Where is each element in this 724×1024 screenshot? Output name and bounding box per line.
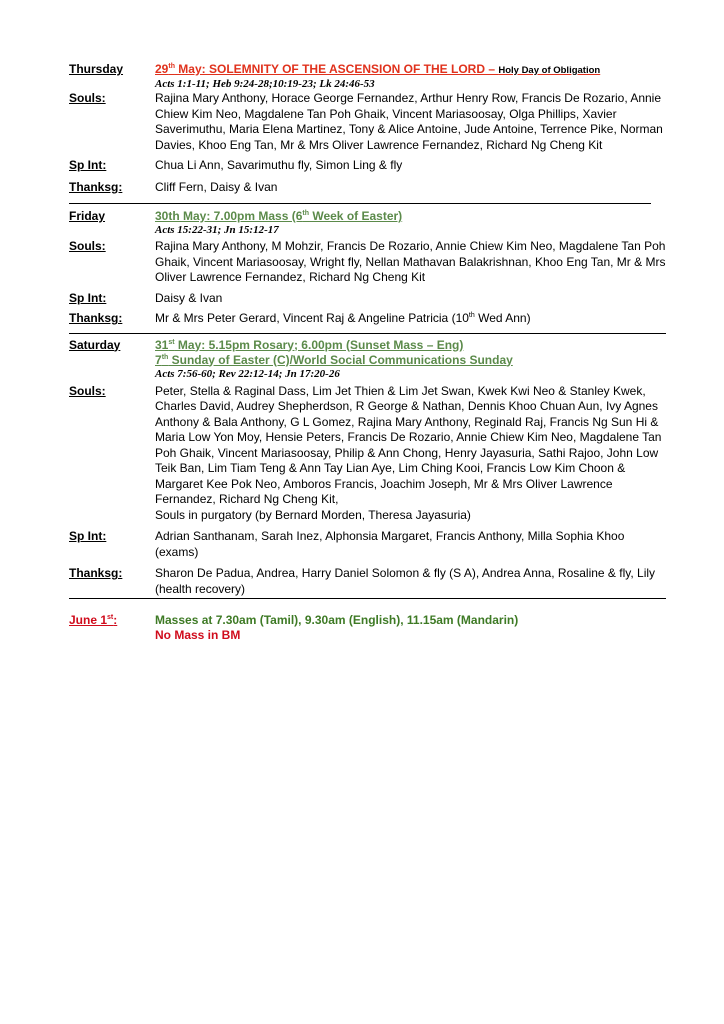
spint-label: Sp Int: <box>69 529 107 543</box>
saturday-title-2: 7th Sunday of Easter (C)/World Social Communications Sunday <box>155 352 513 367</box>
saturday-thanks: Sharon De Padua, Andrea, Harry Daniel Solomon & fly (S A), Andrea Anna, Rosaline & fly, Lily (health recovery) <box>155 566 656 596</box>
day-label-friday: Friday <box>69 209 106 223</box>
mass-schedule <box>69 62 667 643</box>
day-label-saturday: Saturday <box>69 337 121 352</box>
spint-label: Sp Int: <box>69 158 107 172</box>
sunday-section <box>69 613 667 643</box>
sunday-masses: Masses at 7.30am (Tamil), 9.30am (English), 11.15am (Mandarin) <box>155 613 519 627</box>
saturday-souls-purgatory: Souls in purgatory (by Bernard Morden, Theresa Jayasuria) <box>155 507 471 522</box>
friday-section <box>69 209 667 327</box>
thanks-label: Thanksg: <box>69 566 123 580</box>
thursday-thanks: Cliff Fern, Daisy & Ivan <box>155 179 278 194</box>
friday-title: 30th May: 7.00pm Mass (6th Week of Easter) <box>155 209 403 223</box>
friday-spint: Daisy & Ivan <box>155 290 223 305</box>
thursday-souls: Rajina Mary Anthony, Horace George Fernandez, Arthur Henry Row, Francis De Rozario, Annie Chiew Kim Neo, Magdalene Tan Poh Ghaik, Vincent Mariasoosay, Olga Phillips, Xavier Saverimuthu, Maria Elena Martinez, Tony & Alice Antoine, Jude Antoine, Terrence Pike, Norman Davies, Khoo Eng Tan, Mr & Mrs Oliver Lawrence Fernandez, Richard Ng Cheng Kit <box>155 91 663 152</box>
friday-readings: Acts 15:22-31; Jn 15:12-17 <box>155 224 279 236</box>
thursday-readings: Acts 1:1-11; Heb 9:24-28;10:19-23; Lk 24:46-53 <box>155 78 375 90</box>
friday-thanks: Mr & Mrs Peter Gerard, Vincent Raj & Angeline Patricia (10th Wed Ann) <box>155 311 531 325</box>
souls-label: Souls: <box>69 383 106 398</box>
thursday-title: 29th May: SOLEMNITY OF THE ASCENSION OF THE LORD – Holy Day of Obligation <box>155 62 601 76</box>
thursday-spint: Chua Li Ann, Savarimuthu fly, Simon Ling & fly <box>155 158 403 172</box>
sunday-note: No Mass in BM <box>155 628 241 642</box>
day-label-thursday: Thursday <box>69 62 124 76</box>
friday-souls: Rajina Mary Anthony, M Mohzir, Francis De Rozario, Annie Chiew Kim Neo, Magdalene Tan Poh Ghaik, Vincent Mariasoosay, Wright fly, Nellan Mathavan Balakrishnan, Khoo Eng Tan, Mr & Mrs Oliver Lawrence Fernandez, Richard Ng Cheng Kit <box>155 239 666 284</box>
divider <box>69 203 651 204</box>
saturday-title-1: 31st May: 5.15pm Rosary; 6.00pm (Sunset Mass – Eng) <box>155 337 464 352</box>
day-label-june1: June 1st: <box>69 613 118 627</box>
thursday-section <box>69 62 667 195</box>
souls-label: Souls: <box>69 239 106 253</box>
souls-label: Souls: <box>69 91 106 105</box>
divider <box>69 598 666 599</box>
divider <box>69 333 666 334</box>
thanks-label: Thanksg: <box>69 311 123 325</box>
saturday-readings: Acts 7:56-60; Rev 22:12-14; Jn 17:20-26 <box>155 367 340 380</box>
saturday-section <box>69 338 667 598</box>
thanks-label: Thanksg: <box>69 179 123 194</box>
spint-label: Sp Int: <box>69 290 107 305</box>
saturday-souls: Peter, Stella & Raginal Dass, Lim Jet Thien & Lim Jet Swan, Kwek Kwi Neo & Stanley Kwek, Charles David, Audrey Shepherdson, R George & Nathan, Dennis Khoo Chuan Aun, Ivy Agnes Anthony & Bala Anthony, G L Gomez, Rajina Mary Anthony, Reginald Raj, Francis Ng Sun Hi & Maria Low Yon Moy, Hensie Peters, Francis De Rozario, Annie Chiew Kim Neo, Magdalene Tan Poh Ghaik, Vincent Mariasoosay, Philip & Ann Chong, Henry Jayasuria, Sathi Rajoo, John Low Teik Ban, Lim Tiam Teng & Ann Tay Lian Aye, Lim Ching Kooi, Francis Low Kim Choon & Margaret Kee Pok Neo, Amboros Francis, Joachim Joseph, Mr & Mrs Oliver Lawrence Fernandez, Richard Ng Cheng Kit, <box>155 383 662 506</box>
saturday-spint: Adrian Santhanam, Sarah Inez, Alphonsia Margaret, Francis Anthony, Milla Sophia Khoo (exams) <box>155 529 625 559</box>
